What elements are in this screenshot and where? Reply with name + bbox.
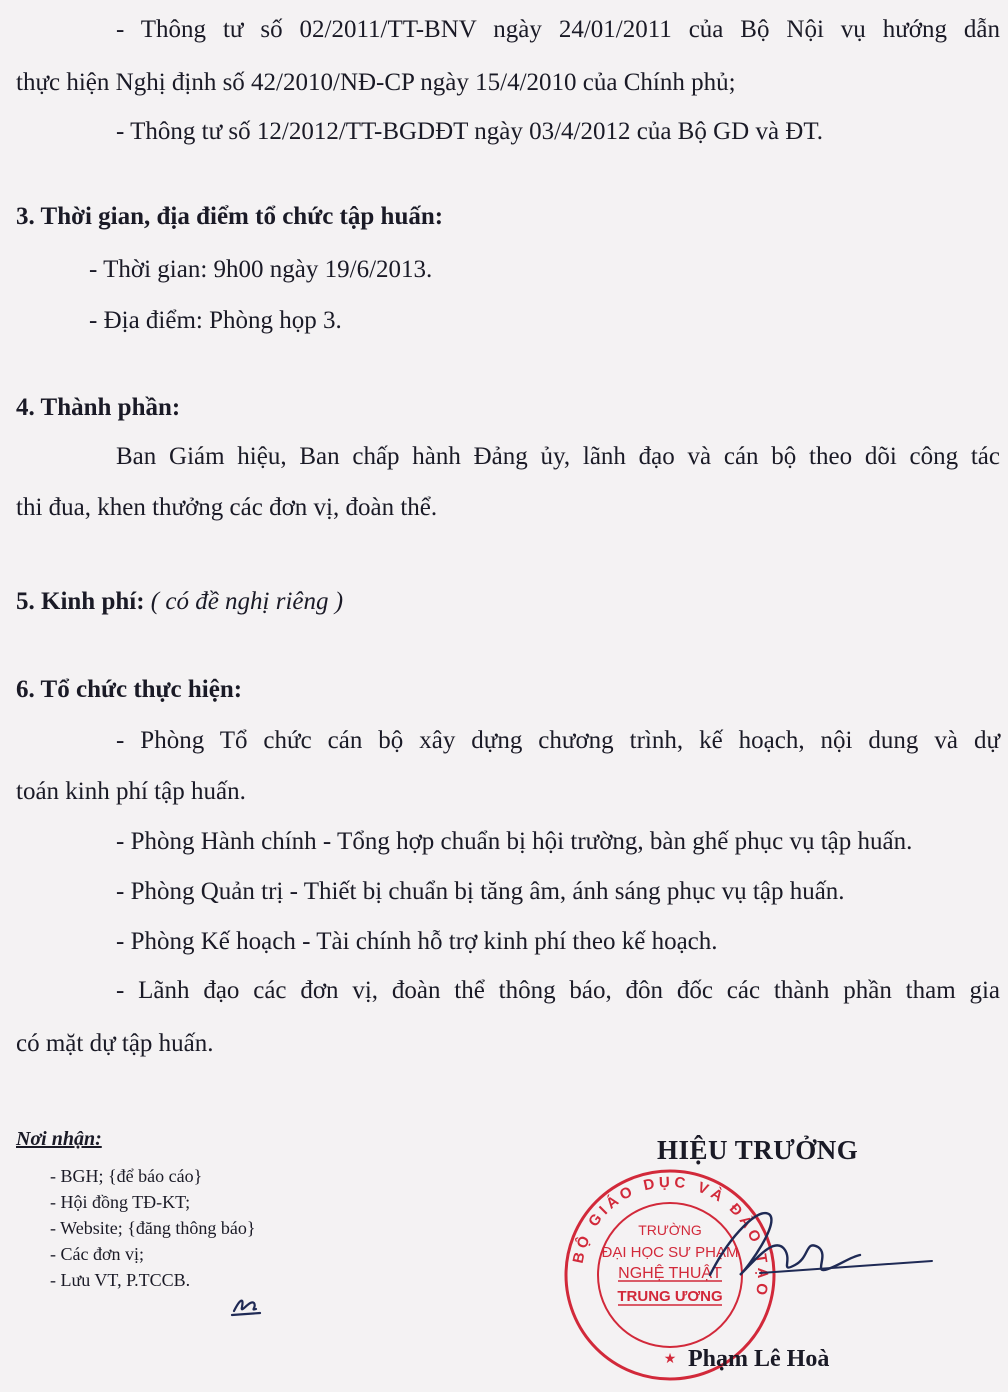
recipient-item: - Lưu VT, P.TCCB. — [50, 1270, 191, 1290]
section-5-note: ( có đề nghị riêng ) — [150, 588, 344, 615]
section-6-item-4: - Phòng Kế hoạch - Tài chính hỗ trợ kinh phí theo kế hoạch. — [116, 928, 718, 955]
stamp-line-3: NGHỆ THUẬT — [618, 1265, 722, 1282]
regulation-line-2: - Thông tư số 12/2012/TT-BGDĐT ngày 03/4/2012 của Bộ GD và ĐT. — [116, 118, 824, 145]
section-6-title: 6. Tổ chức thực hiện: — [16, 676, 243, 703]
section-6-item-3: - Phòng Quản trị - Thiết bị chuẩn bị tăng âm, ánh sáng phục vụ tập huấn. — [116, 878, 845, 905]
section-3-title: 3. Thời gian, địa điểm tổ chức tập huấn: — [16, 203, 444, 230]
section-5 — [16, 586, 343, 618]
recipient-item: - BGH; {để báo cáo} — [50, 1166, 203, 1186]
stamp-line-1: TRƯỜNG — [638, 1222, 702, 1238]
section-6-item-5b: có mặt dự tập huấn. — [16, 1030, 214, 1057]
section-4-title: 4. Thành phần: — [16, 394, 181, 421]
section-6-item-1a: - Phòng Tổ chức cán bộ xây dựng chương trình, kế hoạch, nội dung và dự — [116, 727, 1000, 754]
regulation-line-1b: thực hiện Nghị định số 42/2010/NĐ-CP ngày 15/4/2010 của Chính phủ; — [16, 69, 736, 96]
recipient-item: - Hội đồng TĐ-KT; — [50, 1192, 191, 1212]
section-3-time: - Thời gian: 9h00 ngày 19/6/2013. — [89, 256, 433, 283]
stamp-line-2: ĐẠI HỌC SƯ PHẠM — [601, 1244, 739, 1261]
recipients-title: Nơi nhận: — [16, 1128, 102, 1150]
section-4-line-b: thi đua, khen thưởng các đơn vị, đoàn thể. — [16, 494, 438, 521]
section-6-item-1b: toán kinh phí tập huấn. — [16, 778, 246, 805]
regulation-line-1a: - Thông tư số 02/2011/TT-BNV ngày 24/01/2011 của Bộ Nội vụ hướng dẫn — [116, 16, 1000, 43]
handwritten-signature — [700, 1195, 940, 1305]
signatory-title: HIỆU TRƯỞNG — [657, 1135, 859, 1165]
section-4-line-a: Ban Giám hiệu, Ban chấp hành Đảng ủy, lãnh đạo và cán bộ theo dõi công tác — [116, 443, 1000, 470]
section-6-item-5a: - Lãnh đạo các đơn vị, đoàn thể thông báo, đôn đốc các thành phần tham gia — [116, 977, 1000, 1004]
stamp-line-4: TRUNG ƯƠNG — [617, 1288, 723, 1305]
section-3-place: - Địa điểm: Phòng họp 3. — [89, 307, 342, 334]
section-5-title: 5. Kinh phí: — [16, 588, 145, 615]
signatory-name: Phạm Lê Hoà — [688, 1346, 830, 1372]
stamp-ring-text: BỘ GIÁO DỤC VÀ ĐÀO TẠO — [569, 1173, 772, 1301]
section-6-item-2: - Phòng Hành chính - Tổng hợp chuẩn bị hội trường, bàn ghế phục vụ tập huấn. — [116, 828, 913, 855]
recipient-item: - Website; {đăng thông báo} — [50, 1218, 256, 1238]
stamp-star-icon: ★ — [663, 1351, 677, 1367]
recipient-item: - Các đơn vị; — [50, 1244, 144, 1264]
handwritten-initials — [230, 1293, 264, 1319]
